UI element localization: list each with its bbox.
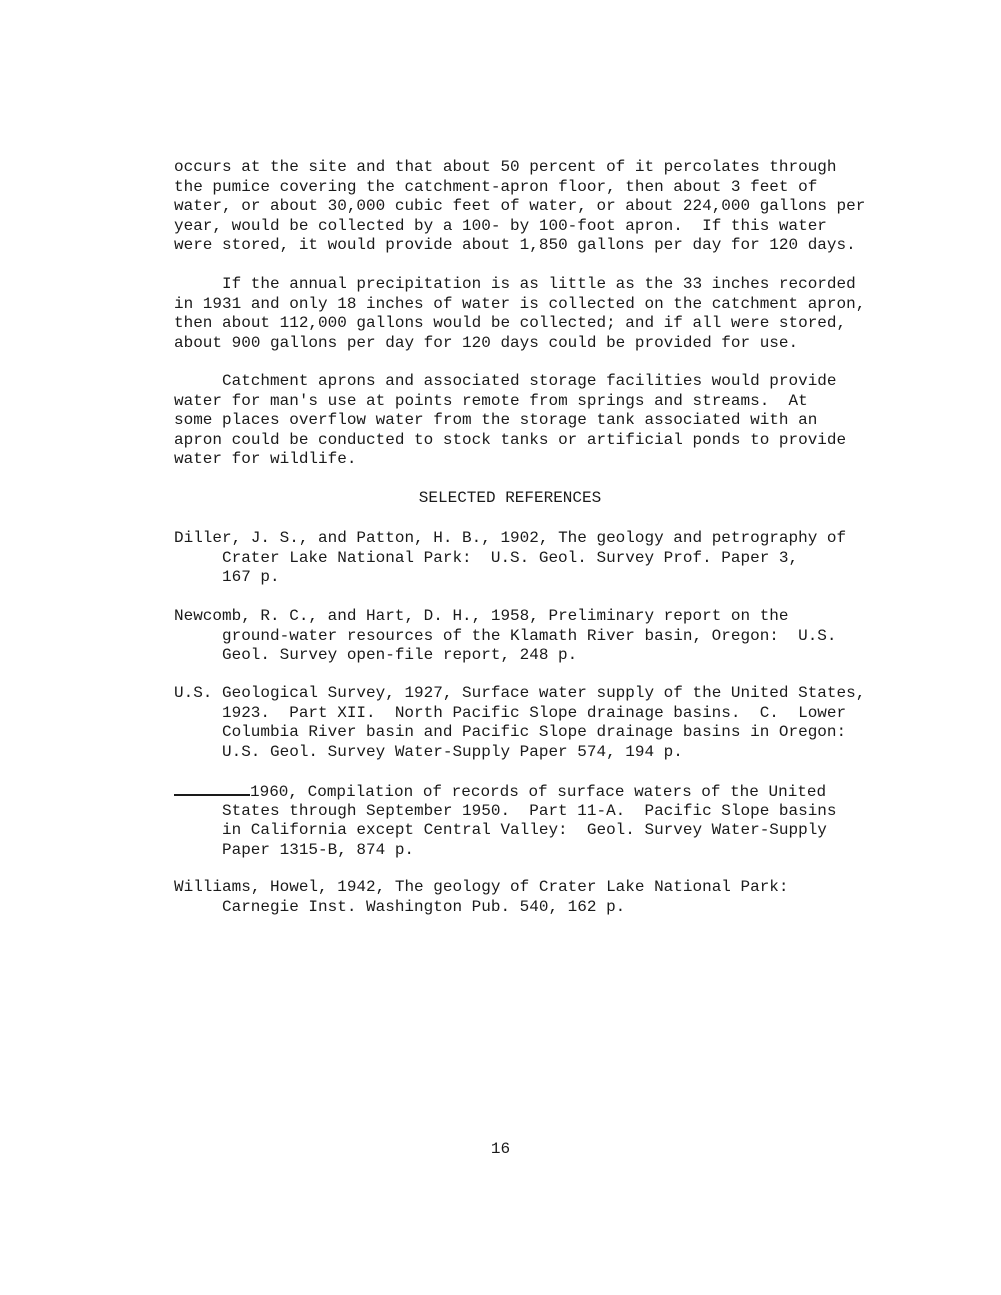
paragraph-line: the pumice covering the catchment-apron floor, then about 3 feet of	[174, 177, 818, 196]
paragraph-line: occurs at the site and that about 50 percent of it percolates through	[174, 158, 837, 176]
body-paragraph	[174, 158, 894, 256]
reference-entry	[174, 878, 894, 917]
paragraph-line: If the annual precipitation is as little as the 33 inches recorded	[222, 275, 856, 293]
body-paragraph	[174, 372, 894, 470]
reference-line: U.S. Geological Survey, 1927, Surface water supply of the United States,	[174, 684, 866, 702]
reference-line: Williams, Howel, 1942, The geology of Crater Lake National Park:	[174, 878, 789, 896]
reference-line: Diller, J. S., and Patton, H. B., 1902, The geology and petrography of	[174, 529, 847, 547]
paragraph-line: Catchment aprons and associated storage facilities would provide	[222, 372, 837, 390]
paragraph-line: apron could be conducted to stock tanks or artificial ponds to provide	[174, 430, 847, 449]
reference-line: Paper 1315-B, 874 p.	[222, 840, 415, 859]
reference-line: States through September 1950. Part 11-A. Pacific Slope basins	[222, 801, 837, 820]
reference-line: Geol. Survey open-file report, 248 p.	[222, 646, 578, 665]
paragraph-line: were stored, it would provide about 1,850 gallons per day for 120 days.	[174, 236, 856, 255]
reference-line: U.S. Geol. Survey Water-Supply Paper 574, 194 p.	[222, 742, 683, 761]
reference-line: Crater Lake National Park: U.S. Geol. Survey Prof. Paper 3,	[222, 548, 799, 567]
reference-entry	[174, 782, 894, 860]
ditto-dash	[174, 782, 250, 796]
reference-line: 167 p.	[222, 568, 280, 587]
reference-line: in California except Central Valley: Geol. Survey Water-Supply	[222, 821, 827, 840]
reference-line: 1923. Part XII. North Pacific Slope drainage basins. C. Lower	[222, 703, 847, 722]
paragraph-line: water, or about 30,000 cubic feet of water, or about 224,000 gallons per	[174, 197, 866, 216]
paragraph-line: water for man's use at points remote from springs and streams. At	[174, 391, 808, 410]
reference-entry	[174, 684, 894, 762]
reference-entry	[174, 607, 894, 666]
reference-line: ground-water resources of the Klamath River basin, Oregon: U.S.	[222, 626, 837, 645]
paragraph-line: in 1931 and only 18 inches of water is collected on the catchment apron,	[174, 294, 866, 313]
paragraph-line: some places overflow water from the storage tank associated with an	[174, 411, 818, 430]
references-heading: SELECTED REFERENCES	[418, 489, 602, 507]
reference-line: Newcomb, R. C., and Hart, D. H., 1958, Preliminary report on the	[174, 607, 789, 625]
reference-line: 1960, Compilation of records of surface waters of the United	[250, 783, 827, 801]
paragraph-line: about 900 gallons per day for 120 days could be provided for use.	[174, 333, 799, 352]
page-number: 16	[490, 1140, 511, 1158]
reference-line: Carnegie Inst. Washington Pub. 540, 162 p.	[222, 897, 626, 916]
paragraph-line: year, would be collected by a 100- by 100-foot apron. If this water	[174, 216, 827, 235]
reference-entry	[174, 529, 894, 588]
reference-line: Columbia River basin and Pacific Slope drainage basins in Oregon:	[222, 723, 847, 742]
paragraph-line: water for wildlife.	[174, 450, 357, 469]
paragraph-line: then about 112,000 gallons would be collected; and if all were stored,	[174, 314, 847, 333]
body-paragraph	[174, 275, 894, 353]
